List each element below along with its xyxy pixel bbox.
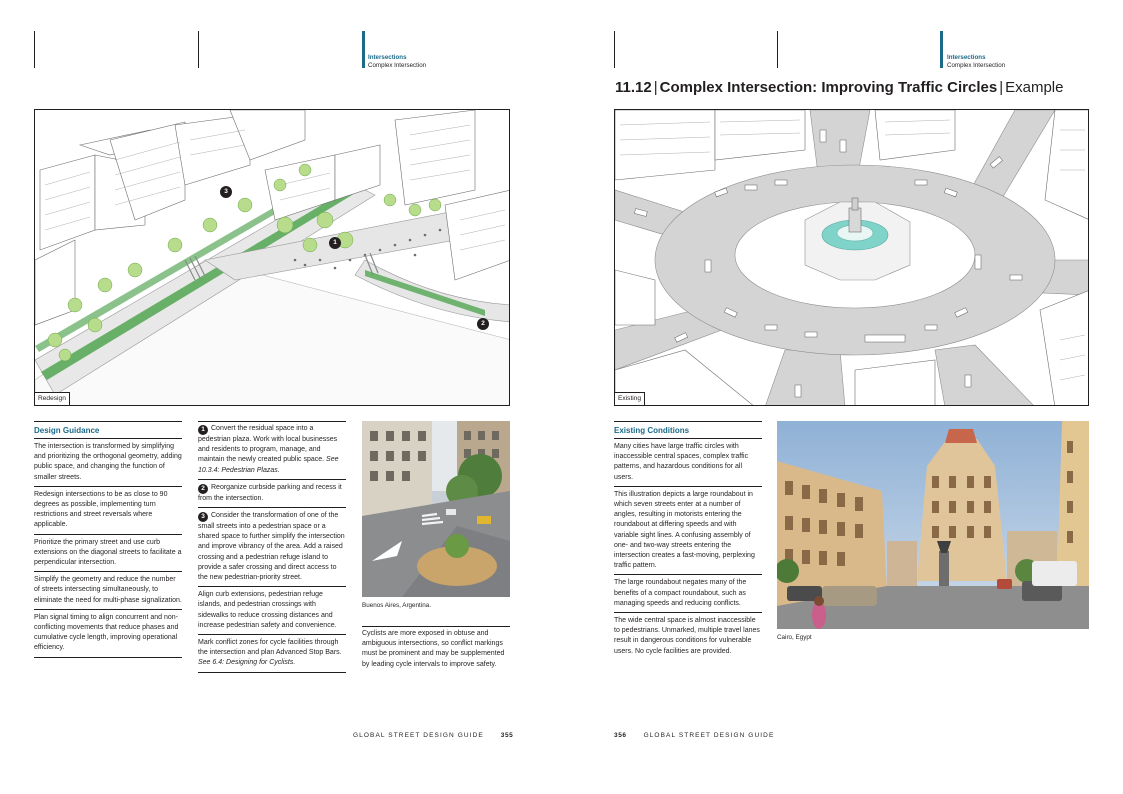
redesign-illustration [34,109,510,406]
guidance-text: Mark conflict zones for cycle facilities through the intersection and plan Advanced Stop Bars. [198,639,342,657]
existing-illustration [614,109,1089,406]
guidance-text: Align curb extensions, pedestrian refuge islands, and pedestrian crossings with sidewalks to reduce crossing distances and increase pedestrian safety and convenience. [198,591,337,629]
conditions-paragraph: This illustration depicts a large roundabout in which seven streets enter at a number of angles, resulting in motorists entering the roundabout at differing speeds and with variable sight lines. A confusing assembly of one- and two-way streets entering the intersection creates a fast-moving, perplexing traffic pattern. [614,489,762,576]
page-title: 11.12 | Complex Intersection: Improving Traffic Circles | Example [615,79,1064,96]
guidance-paragraph [198,637,346,673]
numbered-item-3 [198,510,346,587]
page-number: 356 [614,732,627,739]
header-section: Intersections [947,54,986,61]
figure-label-redesign: Redesign [35,392,70,405]
header-subsection: Complex Intersection [947,61,1006,69]
marker-3-icon: 3 [198,512,208,522]
design-guidance-column [34,421,182,660]
right-page [562,0,1123,794]
guidance-paragraph: Plan signal timing to align concurrent and non-conflicting movements that reduce phases and cumulative cycle length, improving operational efficiency. [34,612,182,658]
numbered-item-1 [198,421,346,480]
left-footer [353,732,513,739]
cross-reference: See 10.3.4: Pedestrian Plazas. [198,456,339,474]
guidance-paragraph [198,589,346,635]
photo-note-column [362,626,510,670]
header-rule [34,31,35,68]
running-header [368,54,426,69]
existing-conditions-title: Existing Conditions [614,421,762,439]
page-number: 355 [500,732,514,739]
title-tag: Example [1005,79,1064,96]
photo-caption: Buenos Aires, Argentina. [362,602,431,609]
marker-3-icon: 3 [220,186,232,198]
title-main: Complex Intersection: Improving Traffic Circles [659,79,998,96]
book-title: GLOBAL STREET DESIGN GUIDE [643,732,775,739]
design-guidance-title: Design Guidance [34,421,182,439]
running-header [947,54,1005,69]
marker-1-icon: 1 [198,425,208,435]
buenos-aires-photo [362,421,510,597]
header-subsection: Complex Intersection [368,61,427,69]
cross-reference: See 6.4: Designing for Cyclists. [198,659,296,667]
header-accent-rule [940,31,943,68]
book-title: GLOBAL STREET DESIGN GUIDE [353,732,484,739]
section-number: 11.12 [615,79,652,96]
conditions-paragraph: The wide central space is almost inaccessible to pedestrians. Unmarked, multiple travel lanes result in dangerous conditions for vulnerable users. No cycle facilities are provided. [614,617,760,655]
header-section: Intersections [368,54,407,61]
cairo-photo [777,421,1089,629]
photo-note: Cyclists are more exposed in obtuse and ambiguous intersections, so conflict markings must be prominent and may be supplemented by leading cycle intervals to improve safety. [362,626,510,670]
header-accent-rule [362,31,365,68]
marker-2-icon: 2 [477,318,489,330]
marker-1-icon: 1 [329,237,341,249]
conditions-paragraph: Many cities have large traffic circles with inaccessible central spaces, complex traffic patterns, and hazardous conditions for all users. [614,441,762,487]
guidance-paragraph: Prioritize the primary street and use curb extensions on the diagonal streets to facilitate a perpendicular intersection. [34,537,182,573]
header-rule [777,31,778,68]
numbered-item-text: Reorganize curbside parking and recess it from the intersection. [198,483,342,502]
numbered-item-2 [198,482,346,508]
numbered-item-text: Convert the residual space into a pedestrian plaza. Work with local businesses and residents to program, manage, and maintain the newly created public space. [198,425,338,464]
guidance-paragraph: Simplify the geometry and reduce the number of streets intersecting simultaneously, to eliminate the need for multi-phase signalization. [34,574,182,610]
conditions-paragraph: The large roundabout negates many of the benefits of a compact roundabout, such as managing speeds and reducing conflicts. [614,577,762,613]
marker-2-icon: 2 [198,484,208,494]
header-rule [614,31,615,68]
header-rule [198,31,199,68]
right-footer [614,732,774,739]
guidance-paragraph: Redesign intersections to be as close to 90 degrees as possible, implementing turn restrictions and street reversals where applicable. [34,489,182,535]
numbered-item-text: Consider the transformation of one of the small streets into a pedestrian space or a shared space to further simplify the intersection and improve vibrancy of the area. Add a raised crossing and a pedestrian refuge island to provide a safer crossing and direct access to the new pedestrian-priority street. [198,512,345,582]
figure-label-existing: Existing [615,392,645,405]
photo-caption: Cairo, Egypt [777,634,812,641]
existing-conditions-column [614,421,762,662]
guidance-paragraph: The intersection is transformed by simplifying and prioritizing the orthogonal geometry, adding public space, and changing the function of smaller streets. [34,441,182,487]
left-page [0,0,561,794]
numbered-guidance-column [198,421,346,675]
